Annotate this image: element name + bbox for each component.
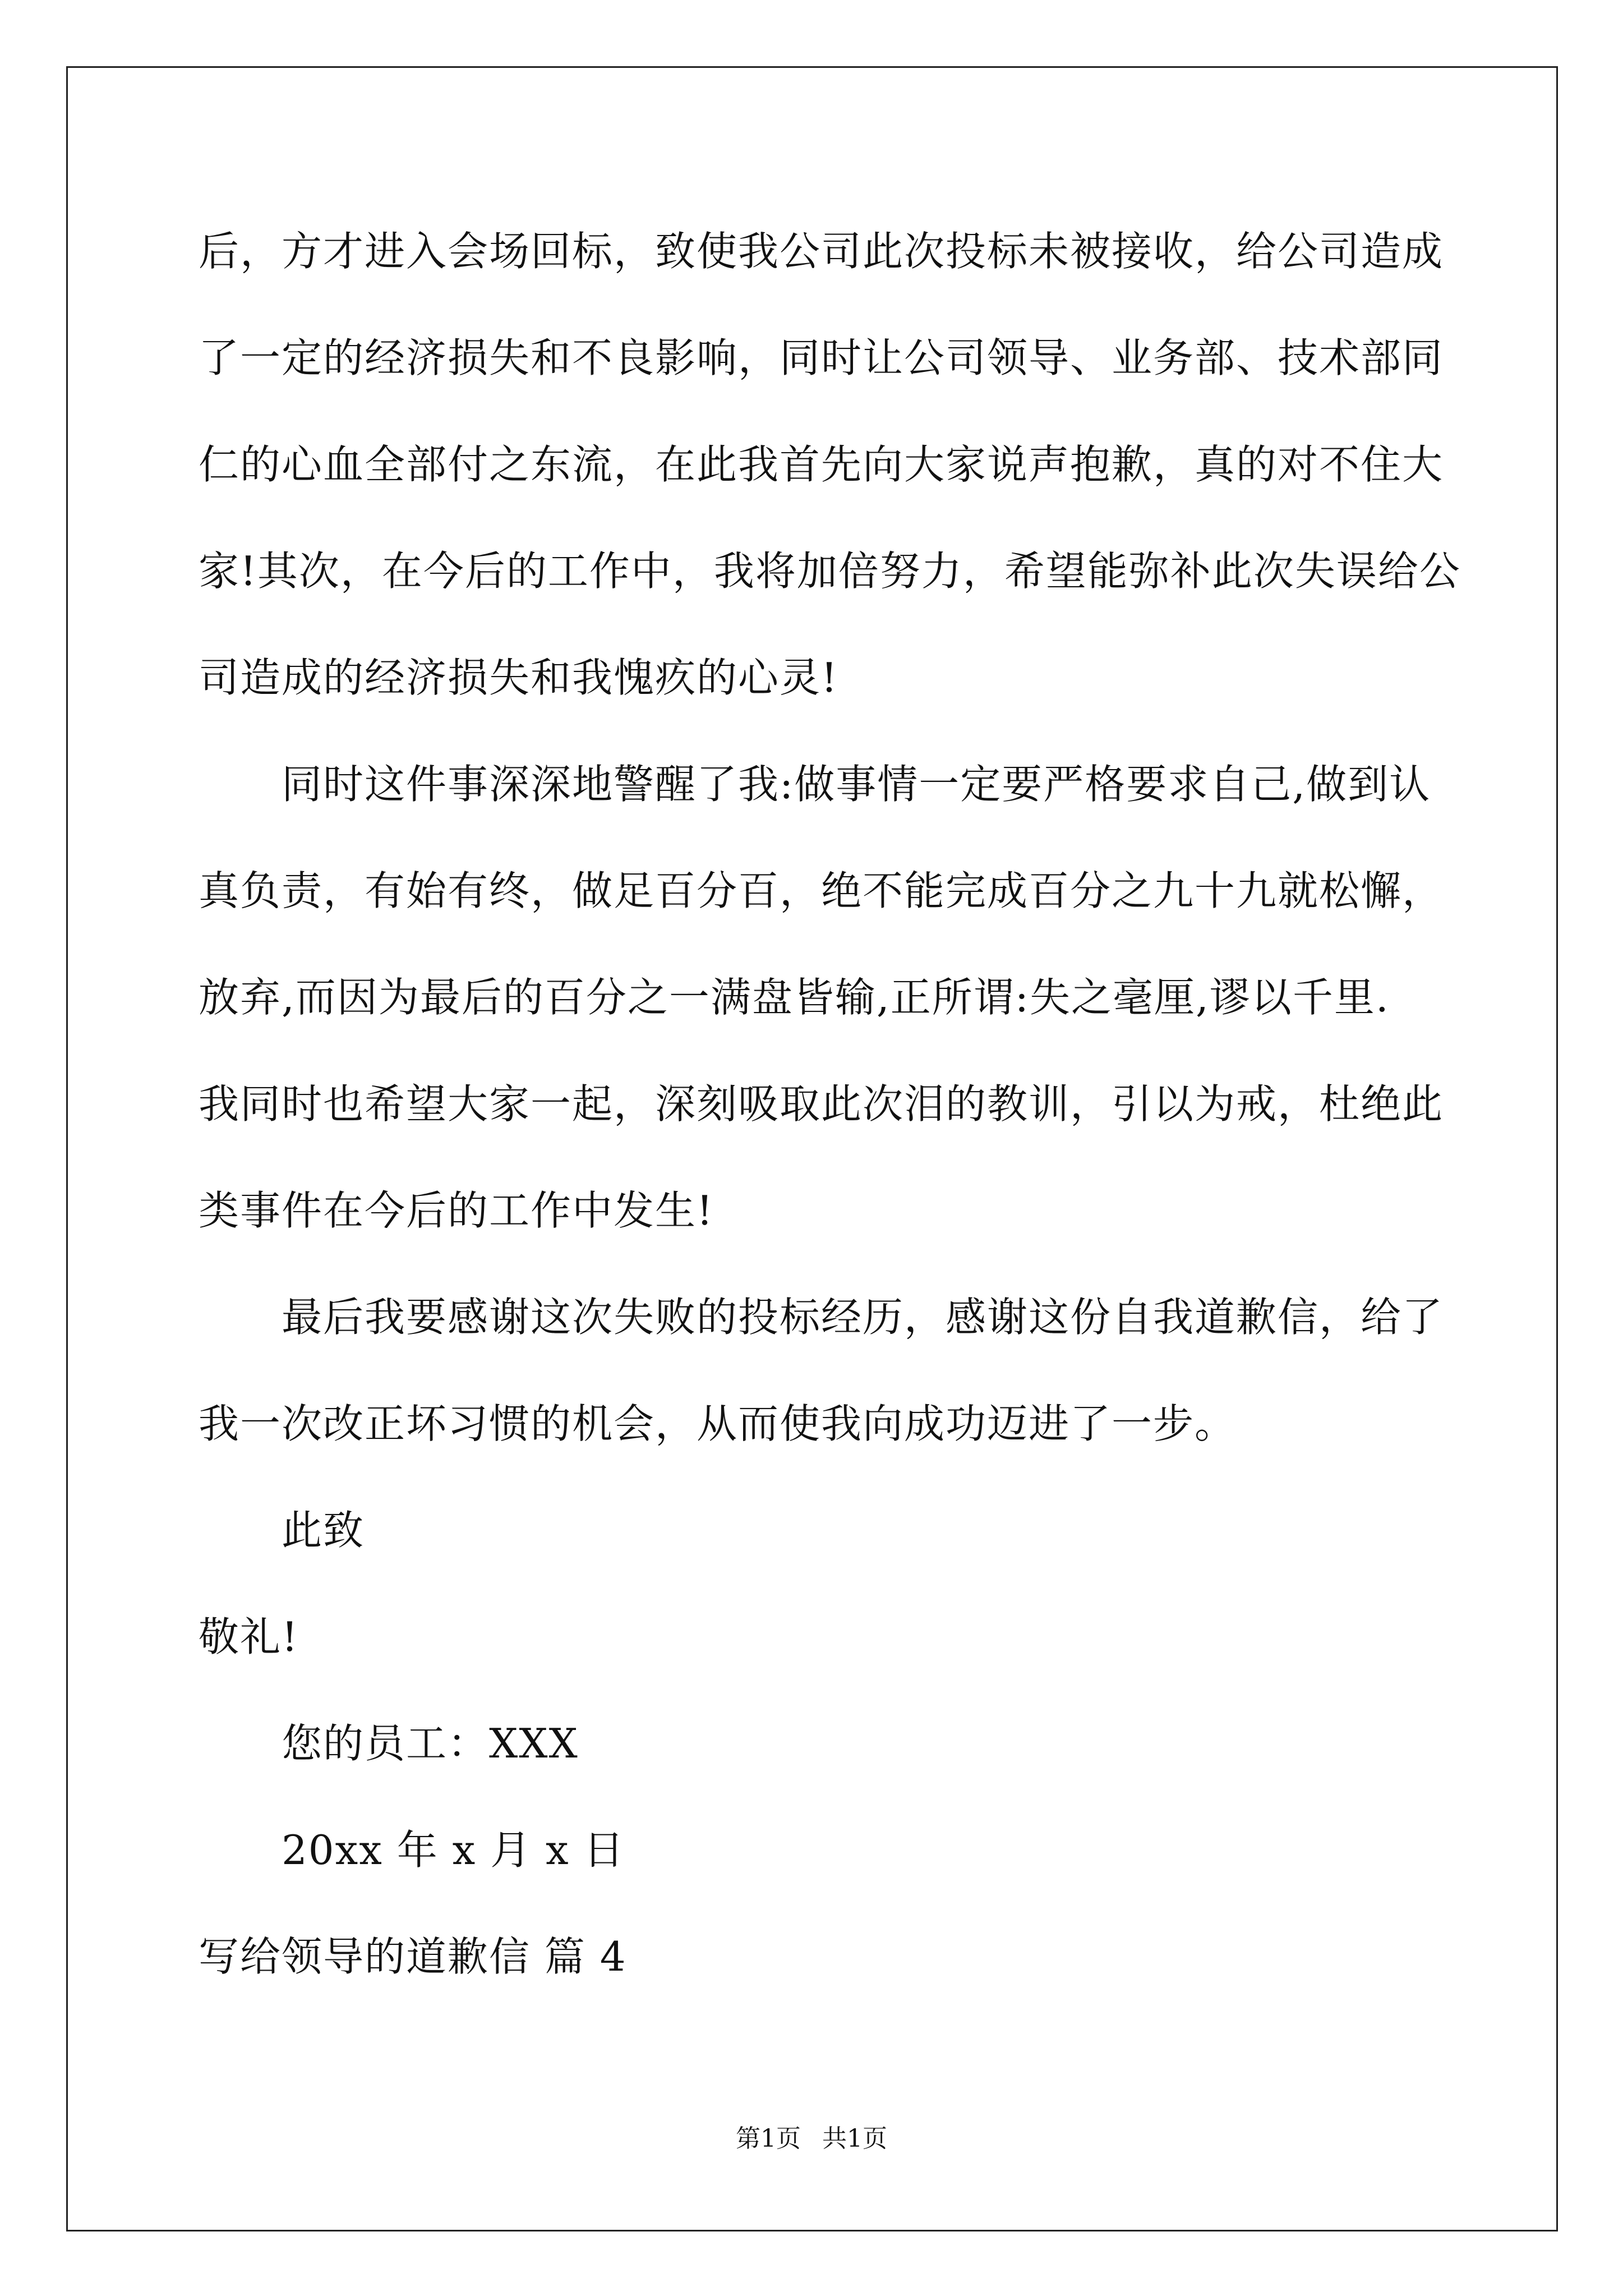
page-number: 第1页	[736, 2124, 801, 2153]
text-line: 了一定的经济损失和不良影响，同时让公司领导、业务部、技术部同	[199, 334, 1444, 381]
text-line: 家!其次，在今后的工作中，我将加倍努力，希望能弥补此次失误给公	[199, 547, 1461, 595]
paragraph-start-line: 同时这件事深深地警醒了我:做事情一定要严格要求自己,做到认	[282, 761, 1431, 808]
section-heading: 写给领导的道歉信 篇 4	[199, 1933, 627, 1980]
text-line: 仁的心血全部付之东流，在此我首先向大家说声抱歉，真的对不住大	[199, 441, 1444, 488]
signature-line: 您的员工：XXX	[282, 1720, 579, 1767]
text-line: 我同时也希望大家一起，深刻吸取此次泪的教训，引以为戒，杜绝此	[199, 1080, 1444, 1128]
letter-body	[199, 219, 1461, 2031]
closing-regards: 敬礼!	[199, 1613, 299, 1660]
paragraph-start-line: 最后我要感谢这次失败的投标经历，感谢这份自我道歉信，给了	[282, 1294, 1444, 1341]
text-line: 司造成的经济损失和我愧疚的心灵!	[199, 654, 838, 701]
text-line: 我一次改正坏习惯的机会，从而使我向成功迈进了一步。	[199, 1400, 1237, 1447]
page-total: 共1页	[822, 2124, 887, 2153]
date-line: 20xx 年 x 月 x 日	[282, 1826, 625, 1874]
text-line: 真负责，有始有终，做足百分百，绝不能完成百分之九十九就松懈，	[199, 867, 1444, 914]
text-line: 类事件在今后的工作中发生!	[199, 1187, 714, 1234]
text-line: 放弃,而因为最后的百分之一满盘皆输,正所谓:失之毫厘,谬以千里.	[199, 974, 1390, 1021]
text-line: 后，方才进入会场回标，致使我公司此次投标未被接收，给公司造成	[199, 228, 1444, 275]
page-footer	[0, 2122, 1623, 2156]
closing-salutation: 此致	[282, 1507, 365, 1554]
